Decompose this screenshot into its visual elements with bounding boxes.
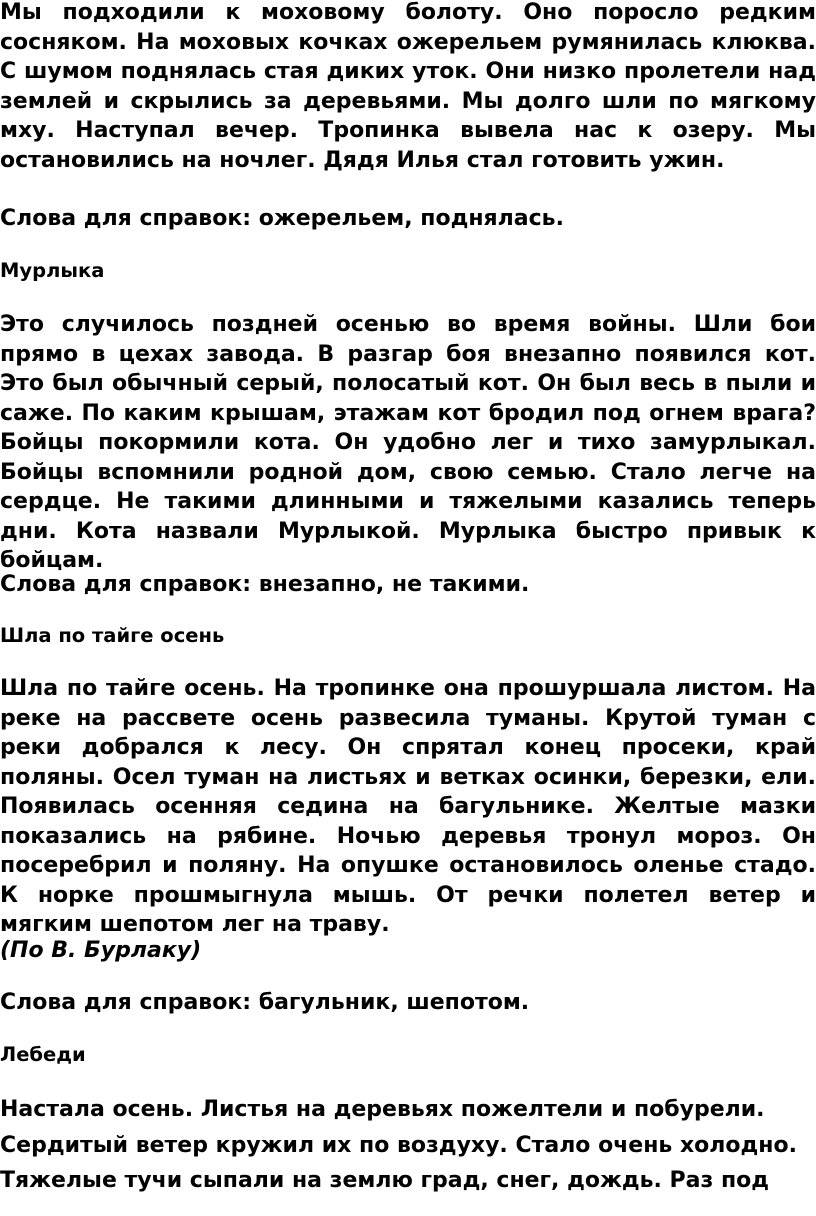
paragraph-autumn-taiga: Шла по тайге осень. На тропинке она прошуршала листом. На реке на рассвете осень развесила туманы. Крутой туман с реки добрался к лесу. Он спрятал конец просеки, край поляны. Осел туман на листьях и ветках осинки, березки, ели. Появилась осенняя седина на багульнике. Желтые мазки показались на рябине. Ночью деревья тронул мороз. Он посеребрил и поляну. На опушке остановилось оленье стадо. К норке прошмыгнула мышь. От речки полетел ветер и мягким шепотом лег на траву. bbox=[0, 676, 816, 937]
section-title-swans: Лебеди bbox=[0, 1043, 86, 1066]
author-credit: (По В. Бурлаку) bbox=[0, 938, 202, 963]
section-title-autumn-taiga: Шла по тайге осень bbox=[0, 624, 225, 647]
swans-line-2: Сердитый ветер кружил их по воздуху. Стало очень холодно. bbox=[0, 1133, 797, 1158]
reference-words-autumn-taiga: Слова для справок: багульник, шепотом. bbox=[0, 990, 530, 1015]
reference-words-murlyka: Слова для справок: внезапно, не такими. bbox=[0, 572, 530, 597]
swans-line-1: Настала осень. Листья на деревьях пожелтели и побурели. bbox=[0, 1097, 765, 1122]
reference-words-swamp: Слова для справок: ожерельем, поднялась. bbox=[0, 206, 564, 231]
section-title-murlyka: Мурлыка bbox=[0, 259, 105, 282]
paragraph-murlyka: Это случилось поздней осенью во время войны. Шли бои прямо в цехах завода. В разгар боя внезапно появился кот. Это был обычный серый, полосатый кот. Он был весь в пыли и саже. По каким крышам, этажам кот бродил под огнем врага? Бойцы покормили кота. Он удобно лег и тихо замурлыкал. Бойцы вспомнили родной дом, свою семью. Стало легче на сердце. Не такими длинными и тяжелыми казались теперь дни. Кота назвали Мурлыкой. Мурлыка быстро привык к бойцам. bbox=[0, 312, 816, 573]
paragraph-swamp: Мы подходили к моховому болоту. Оно поросло редким сосняком. На моховых кочках ожерельем румянилась клюква. С шумом поднялась стая диких уток. Они низко пролетели над землей и скрылись за деревьями. Мы долго шли по мягкому мху. Наступал вечер. Тропинка вывела нас к озеру. Мы остановились на ночлег. Дядя Илья стал готовить ужин. bbox=[0, 0, 816, 173]
swans-line-3: Тяжелые тучи сыпали на землю град, снег, дождь. Раз под bbox=[0, 1168, 770, 1193]
